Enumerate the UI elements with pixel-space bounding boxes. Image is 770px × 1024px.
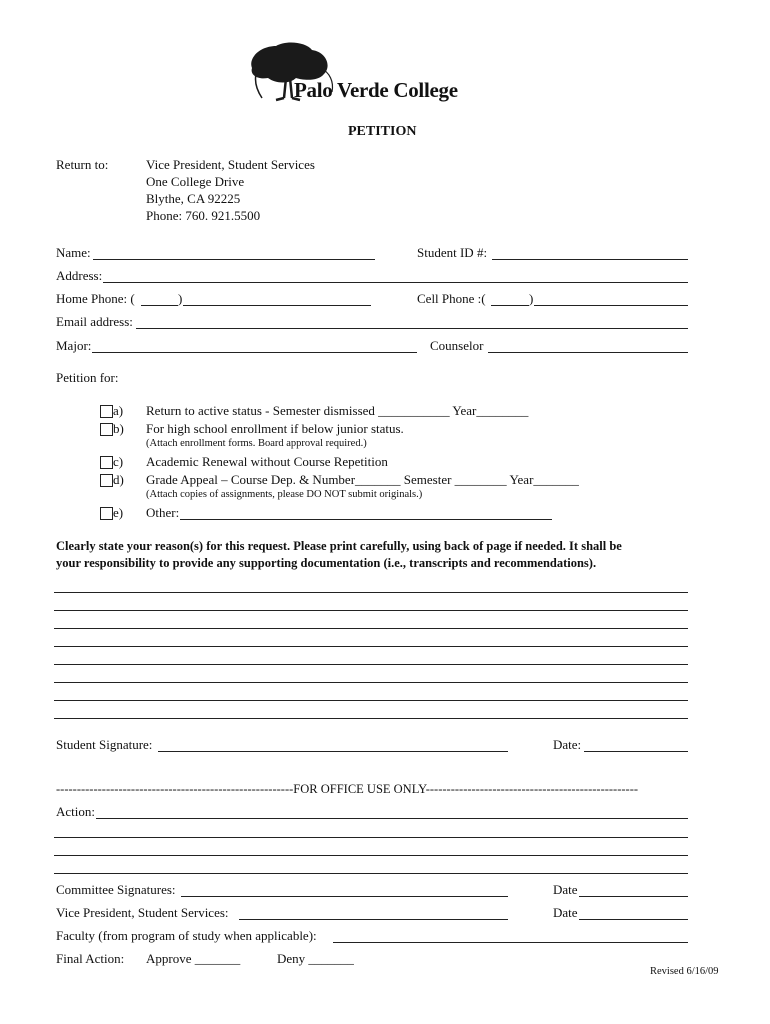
return-line-3: Blythe, CA 92225 [146, 191, 241, 206]
petition-for-label: Petition for: [56, 370, 119, 385]
student-signature-field[interactable] [158, 751, 508, 752]
option-d-note: (Attach copies of assignments, please DO NOT submit originals.) [146, 489, 423, 500]
counselor-label: Counselor [430, 338, 484, 353]
action-line-2[interactable] [54, 837, 688, 838]
return-line-1: Vice President, Student Services [146, 157, 315, 172]
home-phone-close: ) [178, 291, 183, 306]
instructions-line-1: Clearly state your reason(s) for this request. Please print carefully, using back of page if needed. It shall be [56, 539, 622, 553]
option-e-other-field[interactable] [180, 519, 552, 520]
college-logo [246, 38, 496, 106]
name-label: Name: [56, 245, 91, 260]
vp-date-label: Date [553, 905, 578, 920]
vp-field[interactable] [239, 919, 508, 920]
address-field[interactable] [103, 282, 688, 283]
college-name: Palo Verde College [294, 78, 458, 102]
office-divider-right: --------------------------------------------------- [425, 782, 639, 796]
email-label: Email address: [56, 314, 133, 329]
office-use-heading [56, 782, 638, 797]
committee-date-field[interactable] [579, 896, 688, 897]
student-signature-label: Student Signature: [56, 737, 153, 752]
approve-option[interactable]: Approve _______ [146, 951, 241, 966]
faculty-label: Faculty (from program of study when applicable): [56, 928, 317, 943]
address-label: Address: [56, 268, 103, 283]
office-heading-text: FOR OFFICE USE ONLY [293, 782, 426, 796]
option-b-text: For high school enrollment if below junior status. [146, 421, 404, 436]
counselor-field[interactable] [488, 352, 688, 353]
signature-date-label: Date: [553, 737, 582, 752]
major-label: Major: [56, 338, 92, 353]
option-e-checkbox[interactable] [100, 507, 113, 520]
office-divider-left: --------------------------------------------------------- [56, 782, 294, 796]
name-field[interactable] [93, 259, 375, 260]
option-e-letter: e) [113, 505, 124, 520]
cell-phone-area-field[interactable] [491, 305, 529, 306]
deny-option[interactable]: Deny _______ [277, 951, 354, 966]
option-b-checkbox[interactable] [100, 423, 113, 436]
committee-label: Committee Signatures: [56, 882, 176, 897]
home-phone-area-field[interactable] [141, 305, 178, 306]
option-c-checkbox[interactable] [100, 456, 113, 469]
reason-line-6[interactable] [54, 682, 688, 683]
return-line-4: Phone: 760. 921.5500 [146, 208, 261, 223]
final-action-label: Final Action: [56, 951, 125, 966]
option-d-letter: d) [113, 472, 124, 487]
major-field[interactable] [92, 352, 417, 353]
cell-phone-field[interactable] [534, 305, 688, 306]
committee-field[interactable] [181, 896, 508, 897]
reason-line-2[interactable] [54, 610, 688, 611]
instructions-line-2: your responsibility to provide any supporting documentation (i.e., transcripts and recommendations). [56, 556, 597, 570]
student-id-label: Student ID #: [417, 245, 488, 260]
option-a-checkbox[interactable] [100, 405, 113, 418]
cell-phone-label: Cell Phone :( [417, 291, 486, 306]
option-e-text: Other: [146, 505, 180, 520]
vp-date-field[interactable] [579, 919, 688, 920]
option-d-text: Grade Appeal – Course Dep. & Number_______ Semester ________ Year_______ [146, 472, 579, 487]
option-c-text: Academic Renewal without Course Repetition [146, 454, 388, 469]
reason-line-1[interactable] [54, 592, 688, 593]
reason-line-5[interactable] [54, 664, 688, 665]
page-title: PETITION [348, 124, 417, 139]
cell-phone-close: ) [529, 291, 534, 306]
option-c-letter: c) [113, 454, 124, 469]
home-phone-label: Home Phone: ( [56, 291, 135, 306]
option-a-letter: a) [113, 403, 124, 418]
option-b-note: (Attach enrollment forms. Board approval required.) [146, 438, 367, 449]
return-line-2: One College Drive [146, 174, 245, 189]
action-label: Action: [56, 804, 95, 819]
email-field[interactable] [136, 328, 688, 329]
revised-date: Revised 6/16/09 [650, 966, 719, 977]
option-b-letter: b) [113, 421, 124, 436]
reason-line-3[interactable] [54, 628, 688, 629]
reason-line-8[interactable] [54, 718, 688, 719]
committee-date-label: Date [553, 882, 578, 897]
vp-label: Vice President, Student Services: [56, 905, 229, 920]
action-line-3[interactable] [54, 855, 688, 856]
action-field[interactable] [96, 818, 688, 819]
faculty-field[interactable] [333, 942, 688, 943]
option-d-checkbox[interactable] [100, 474, 113, 487]
student-id-field[interactable] [492, 259, 688, 260]
action-line-4[interactable] [54, 873, 688, 874]
option-a-text: Return to active status - Semester dismissed ___________ Year________ [146, 403, 529, 418]
home-phone-field[interactable] [183, 305, 371, 306]
reason-line-4[interactable] [54, 646, 688, 647]
return-to-label: Return to: [56, 157, 109, 172]
signature-date-field[interactable] [584, 751, 688, 752]
reason-line-7[interactable] [54, 700, 688, 701]
